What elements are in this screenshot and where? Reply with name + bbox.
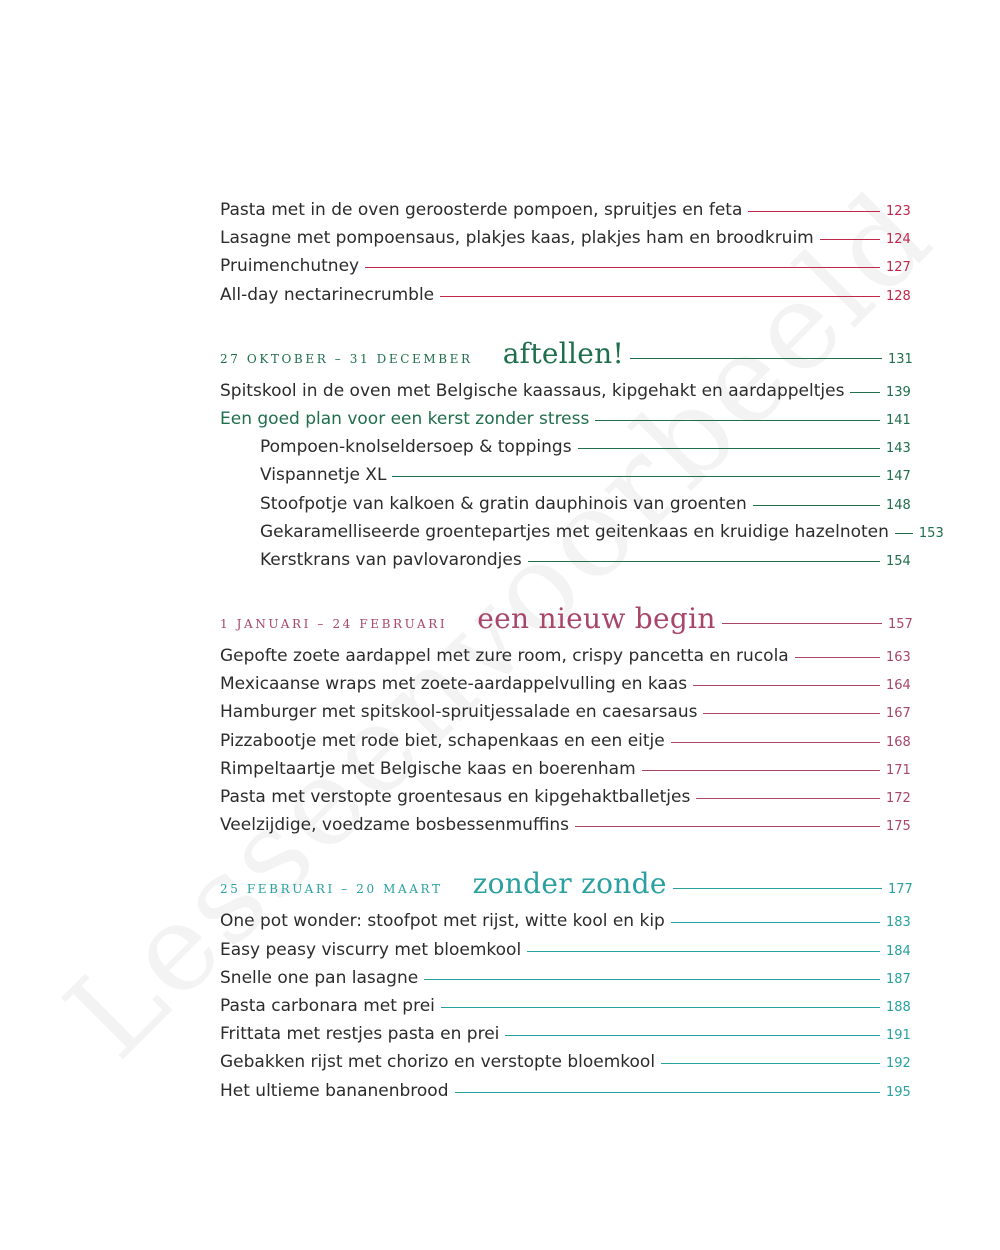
page-number: 139 bbox=[886, 384, 911, 400]
page-number: 128 bbox=[886, 288, 911, 304]
section-dates: 25 FEBRUARI – 20 MAART bbox=[220, 882, 443, 897]
section-aftellen bbox=[220, 336, 944, 578]
entry-title: Hamburger met spitskool-spruitjessalade en caesarsaus bbox=[220, 702, 698, 723]
toc-entry[interactable] bbox=[220, 787, 910, 815]
dotted-leader bbox=[722, 623, 882, 624]
dotted-leader bbox=[850, 392, 880, 393]
entry-title: Pasta carbonara met prei bbox=[220, 995, 435, 1016]
toc-subentry[interactable] bbox=[220, 521, 944, 550]
page-number: 167 bbox=[886, 706, 911, 722]
entry-title: Pasta met in de oven geroosterde pompoen, spruitjes en feta bbox=[220, 200, 743, 220]
dotted-leader bbox=[365, 267, 880, 268]
toc-entry[interactable] bbox=[220, 1024, 910, 1052]
toc-entry[interactable] bbox=[220, 759, 910, 787]
section-header[interactable] bbox=[220, 336, 913, 377]
page-number: 192 bbox=[886, 1056, 911, 1072]
toc-entry[interactable] bbox=[220, 200, 910, 228]
dotted-leader bbox=[441, 1007, 880, 1008]
dotted-leader bbox=[673, 888, 882, 889]
dotted-leader bbox=[578, 448, 880, 449]
page-number: 168 bbox=[886, 734, 911, 750]
page-number: 175 bbox=[886, 819, 911, 835]
section-title: zonder zonde bbox=[472, 867, 667, 901]
dotted-leader bbox=[440, 296, 880, 297]
entry-title: Veelzijdige, voedzame bosbessenmuffins bbox=[220, 815, 570, 836]
toc-entry[interactable] bbox=[220, 815, 910, 843]
page-number: 124 bbox=[886, 232, 911, 248]
table-of-contents bbox=[220, 200, 944, 1109]
intro-group bbox=[220, 200, 910, 313]
entry-title: Kerstkrans van pavlovarondjes bbox=[260, 549, 522, 570]
toc-entry[interactable] bbox=[220, 1081, 910, 1109]
toc-entry[interactable] bbox=[220, 911, 910, 939]
entry-title: Pasta met verstopte groentesaus en kipgehaktballetjes bbox=[220, 787, 691, 807]
toc-subentry[interactable] bbox=[220, 550, 910, 578]
dotted-leader bbox=[693, 685, 880, 686]
page-number: 188 bbox=[886, 999, 911, 1015]
dotted-leader bbox=[703, 713, 880, 714]
toc-entry[interactable] bbox=[220, 940, 910, 968]
entry-title: Pompoen-knolseldersoep & toppings bbox=[260, 437, 572, 458]
entry-title: Spitskool in de oven met Belgische kaassaus, kipgehakt en aardappeltjes bbox=[220, 380, 845, 401]
toc-entry[interactable] bbox=[220, 381, 910, 409]
toc-subentry[interactable] bbox=[220, 437, 910, 465]
dotted-leader bbox=[753, 505, 880, 506]
page-number: 143 bbox=[886, 441, 911, 457]
page-number: 184 bbox=[886, 943, 911, 959]
dotted-leader bbox=[455, 1092, 881, 1093]
toc-entry[interactable] bbox=[220, 968, 910, 996]
dotted-leader bbox=[795, 657, 880, 658]
dotted-leader bbox=[661, 1063, 880, 1064]
page-number: 172 bbox=[886, 791, 911, 806]
dotted-leader bbox=[696, 798, 880, 799]
section-title: aftellen! bbox=[502, 336, 625, 370]
page-number: 177 bbox=[888, 882, 913, 898]
entry-title: Gepofte zoete aardappel met zure room, crispy pancetta en rucola bbox=[220, 646, 789, 667]
toc-subentry[interactable] bbox=[220, 494, 910, 522]
page-number: 163 bbox=[886, 650, 911, 666]
section-title: een nieuw begin bbox=[477, 602, 716, 636]
entry-title: Frittata met restjes pasta en prei bbox=[220, 1024, 500, 1045]
entry-title: Vispannetje XL bbox=[260, 465, 387, 486]
page-number: 153 bbox=[918, 525, 944, 541]
toc-entry[interactable] bbox=[220, 285, 910, 313]
toc-entry[interactable] bbox=[220, 731, 910, 759]
entry-title: Mexicaanse wraps met zoete-aardappelvulling en kaas bbox=[220, 674, 688, 695]
entry-title: Een goed plan voor een kerst zonder stress bbox=[220, 408, 590, 429]
page-number: 157 bbox=[888, 617, 913, 633]
dotted-leader bbox=[505, 1035, 880, 1036]
dotted-leader bbox=[392, 476, 880, 477]
dotted-leader bbox=[595, 420, 880, 421]
entry-title: All-day nectarinecrumble bbox=[220, 284, 435, 305]
dotted-leader bbox=[424, 979, 880, 980]
page-number: 127 bbox=[886, 260, 911, 276]
page-number: 164 bbox=[886, 678, 911, 694]
page-number: 191 bbox=[886, 1028, 911, 1044]
toc-subentry[interactable] bbox=[220, 465, 910, 493]
toc-entry[interactable] bbox=[220, 646, 910, 674]
page-number: 183 bbox=[886, 915, 911, 931]
entry-title: Easy peasy viscurry met bloemkool bbox=[220, 939, 522, 960]
page-number: 148 bbox=[886, 497, 911, 513]
page-number: 147 bbox=[886, 469, 911, 485]
dotted-leader bbox=[671, 922, 880, 923]
dotted-leader bbox=[527, 951, 880, 952]
page-number: 131 bbox=[888, 351, 913, 367]
entry-title: Lasagne met pompoensaus, plakjes kaas, plakjes ham en broodkruim bbox=[220, 228, 814, 249]
toc-entry-highlight[interactable] bbox=[220, 409, 910, 437]
dotted-leader bbox=[671, 742, 880, 743]
entry-title: Het ultieme bananenbrood bbox=[220, 1080, 449, 1101]
section-header[interactable] bbox=[220, 867, 913, 907]
page-number: 154 bbox=[886, 553, 911, 569]
toc-entry[interactable] bbox=[220, 674, 910, 702]
entry-title: Gebakken rijst met chorizo en verstopte bloemkool bbox=[220, 1052, 656, 1073]
entry-title: Snelle one pan lasagne bbox=[220, 967, 419, 988]
page-number: 171 bbox=[886, 762, 911, 778]
page-number: 123 bbox=[886, 204, 911, 219]
section-een-nieuw-begin bbox=[220, 602, 913, 843]
toc-entry[interactable] bbox=[220, 228, 910, 256]
dotted-leader bbox=[575, 826, 880, 827]
entry-title: Gekaramelliseerde groentepartjes met geitenkaas en kruidige hazelnoten bbox=[260, 521, 889, 542]
entry-title: Rimpeltaartje met Belgische kaas en boerenham bbox=[220, 758, 636, 779]
section-dates: 1 JANUARI – 24 FEBRUARI bbox=[220, 617, 448, 632]
entry-title: Pruimenchutney bbox=[220, 256, 360, 277]
toc-entry[interactable] bbox=[220, 256, 910, 284]
page-number: 187 bbox=[886, 971, 911, 987]
dotted-leader bbox=[642, 770, 880, 771]
entry-title: Stoofpotje van kalkoen & gratin dauphinois van groenten bbox=[260, 493, 747, 514]
dotted-leader bbox=[895, 533, 913, 534]
section-header[interactable] bbox=[220, 602, 913, 642]
entry-title: Pizzabootje met rode biet, schapenkaas en een eitje bbox=[220, 730, 665, 751]
entry-title: One pot wonder: stoofpot met rijst, witte kool en kip bbox=[220, 911, 665, 932]
toc-entry[interactable] bbox=[220, 702, 910, 730]
toc-entry[interactable] bbox=[220, 1052, 910, 1080]
dotted-leader bbox=[748, 211, 880, 212]
section-zonder-zonde bbox=[220, 867, 913, 1108]
toc-entry[interactable] bbox=[220, 996, 910, 1024]
page-number: 141 bbox=[886, 412, 911, 428]
section-dates: 27 OKTOBER – 31 DECEMBER bbox=[220, 351, 473, 366]
dotted-leader bbox=[820, 239, 880, 240]
dotted-leader bbox=[528, 561, 880, 562]
page-number: 195 bbox=[886, 1084, 911, 1100]
dotted-leader bbox=[630, 358, 882, 359]
